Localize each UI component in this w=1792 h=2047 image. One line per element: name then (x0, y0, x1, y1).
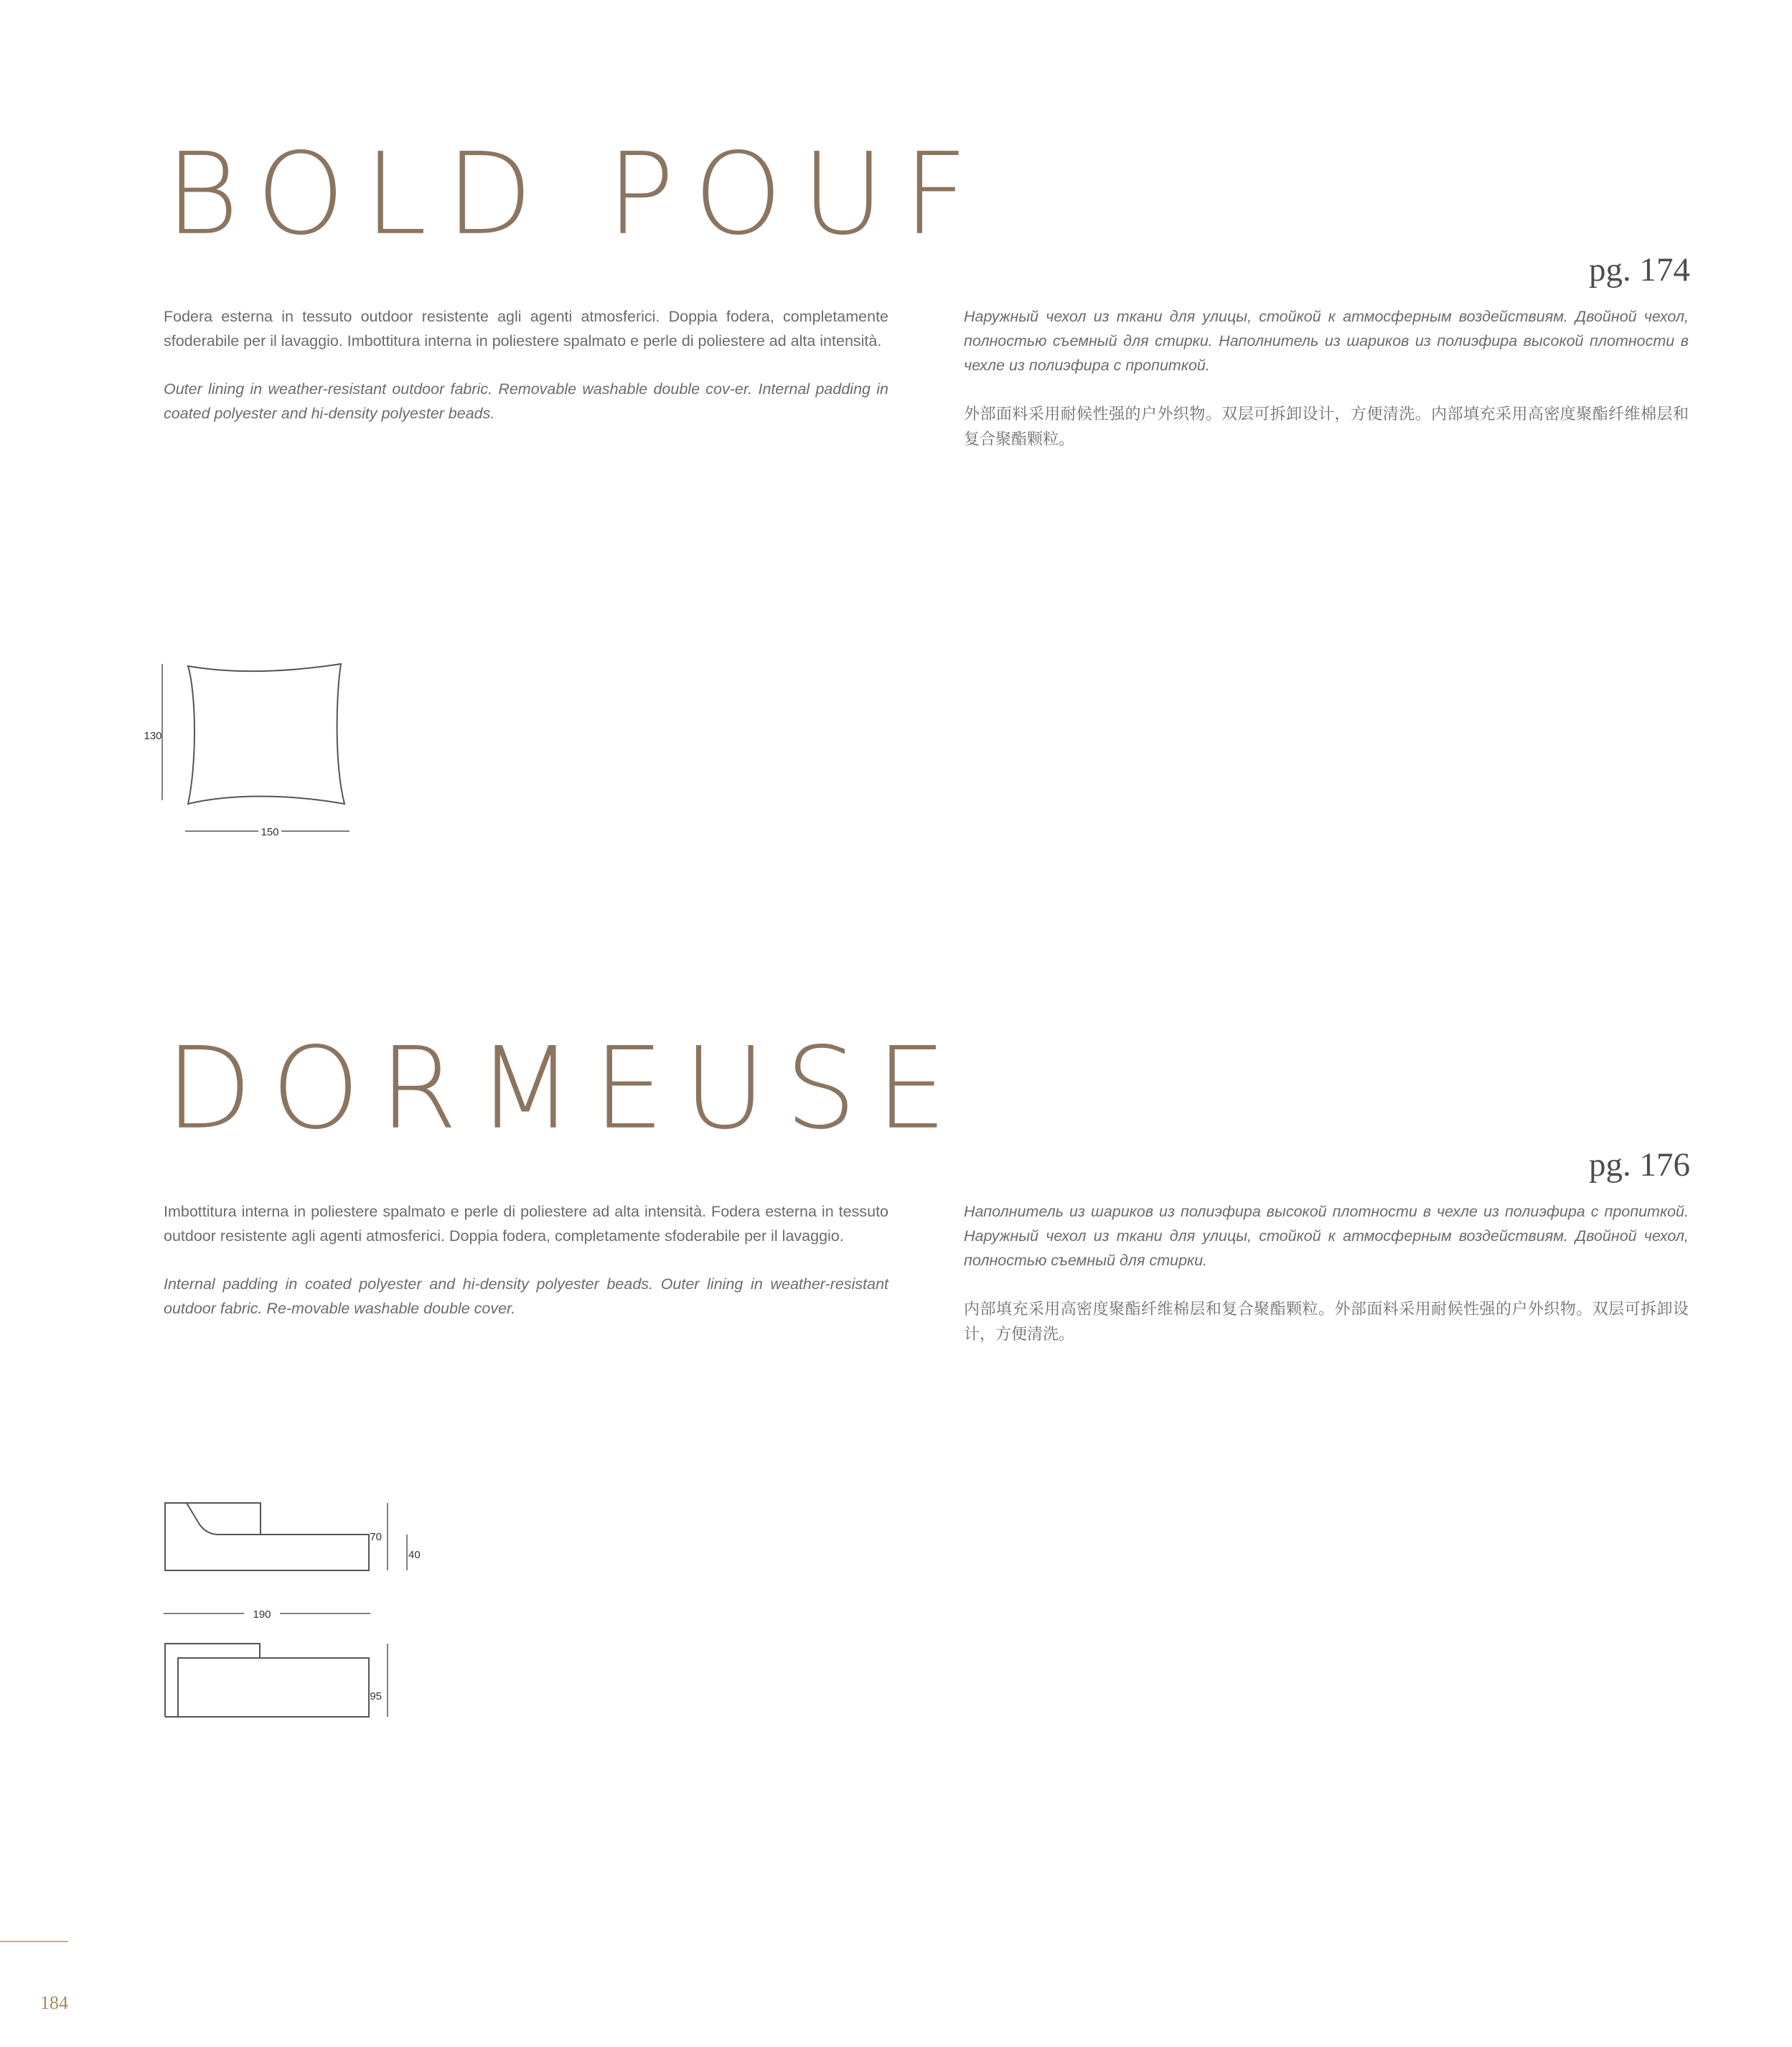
description-chinese: 外部面料采用耐候性强的户外织物。双层可拆卸设计，方便清洗。内部填充采用高密度聚酯纤维棉层和复合聚酯颗粒。 (964, 405, 1689, 448)
height-dimension-label: 70 (370, 1531, 382, 1543)
page-number: 184 (40, 1992, 68, 2013)
dormeuse-top-seat (178, 1658, 369, 1717)
depth-dimension-label: 95 (370, 1690, 382, 1702)
dormeuse-top-backrest (165, 1644, 260, 1717)
length-dimension-label: 190 (253, 1608, 271, 1621)
page-reference-prefix: pg. (1589, 1146, 1631, 1184)
description-left-bold-pouf (164, 304, 888, 449)
page-reference-prefix: pg. (1589, 251, 1631, 289)
description-english: Outer lining in weather-resistant outdoor fabric. Removable washable double cov-er. Internal padding in coated polyester and hi-density polyester beads. (164, 380, 888, 422)
description-chinese: 内部填充采用高密度聚酯纤维棉层和复合聚酯颗粒。外部面料采用耐候性强的户外织物。双层可拆卸设计，方便清洗。 (964, 1300, 1689, 1343)
description-english: Internal padding in coated polyester and hi-density polyester beads. Outer lining in weather-resistant outdoor fabric. Re-movable washable double cover. (164, 1275, 888, 1317)
page-reference-number: 176 (1639, 1146, 1690, 1184)
height-dimension-label: 130 (144, 730, 162, 742)
product-title-bold-pouf: BOLD POUF (165, 128, 988, 261)
footer-rule (0, 1941, 68, 1942)
description-italian: Imbottitura interna in poliestere spalmato e perle di poliestere ad alta intensità. Fodera esterna in tessuto outdoor resistente agli agenti atmosferici. Doppia fodera, completamente sfoderabile per il lavaggio. (164, 1203, 888, 1245)
pouf-outline (188, 664, 344, 804)
dormeuse-side-view (165, 1503, 369, 1570)
product-title-dormeuse: DORMEUSE (165, 1023, 966, 1155)
dormeuse-side-backrest (187, 1503, 261, 1535)
page-reference-number: 174 (1639, 251, 1690, 289)
description-russian: Наполнитель из шариков из полиэфира высокой плотности в чехле из полиэфира с пропиткой. Наружный чехол из ткани для улицы, стойкой к атмосферным воздействиям. Двойной чехол, полностью съемный для стирки. (964, 1203, 1689, 1269)
description-left-dormeuse (164, 1199, 888, 1344)
dormeuse-technical-drawing (151, 1493, 438, 1751)
description-russian: Наружный чехол из ткани для улицы, стойкой к атмосферным воздействиям. Двойной чехол, полностью съемный для стирки. Наполнитель из шариков из полиэфира высокой плотности в чехле из полиэфира с пропиткой. (964, 308, 1689, 374)
page-reference-bold-pouf (1589, 253, 1690, 287)
bold-pouf-technical-drawing (144, 653, 359, 840)
description-italian: Fodera esterna in tessuto outdoor resistente agli agenti atmosferici. Doppia fodera, completamente sfoderabile per il lavaggio. Imbottitura interna in poliestere spalmato e perle di poliestere ad alta intensità. (164, 308, 888, 350)
page-reference-dormeuse (1589, 1148, 1690, 1182)
width-dimension-label: 150 (261, 826, 279, 838)
seat-height-dimension-label: 40 (408, 1549, 421, 1561)
description-right-dormeuse (964, 1199, 1689, 1370)
description-right-bold-pouf (964, 304, 1689, 475)
